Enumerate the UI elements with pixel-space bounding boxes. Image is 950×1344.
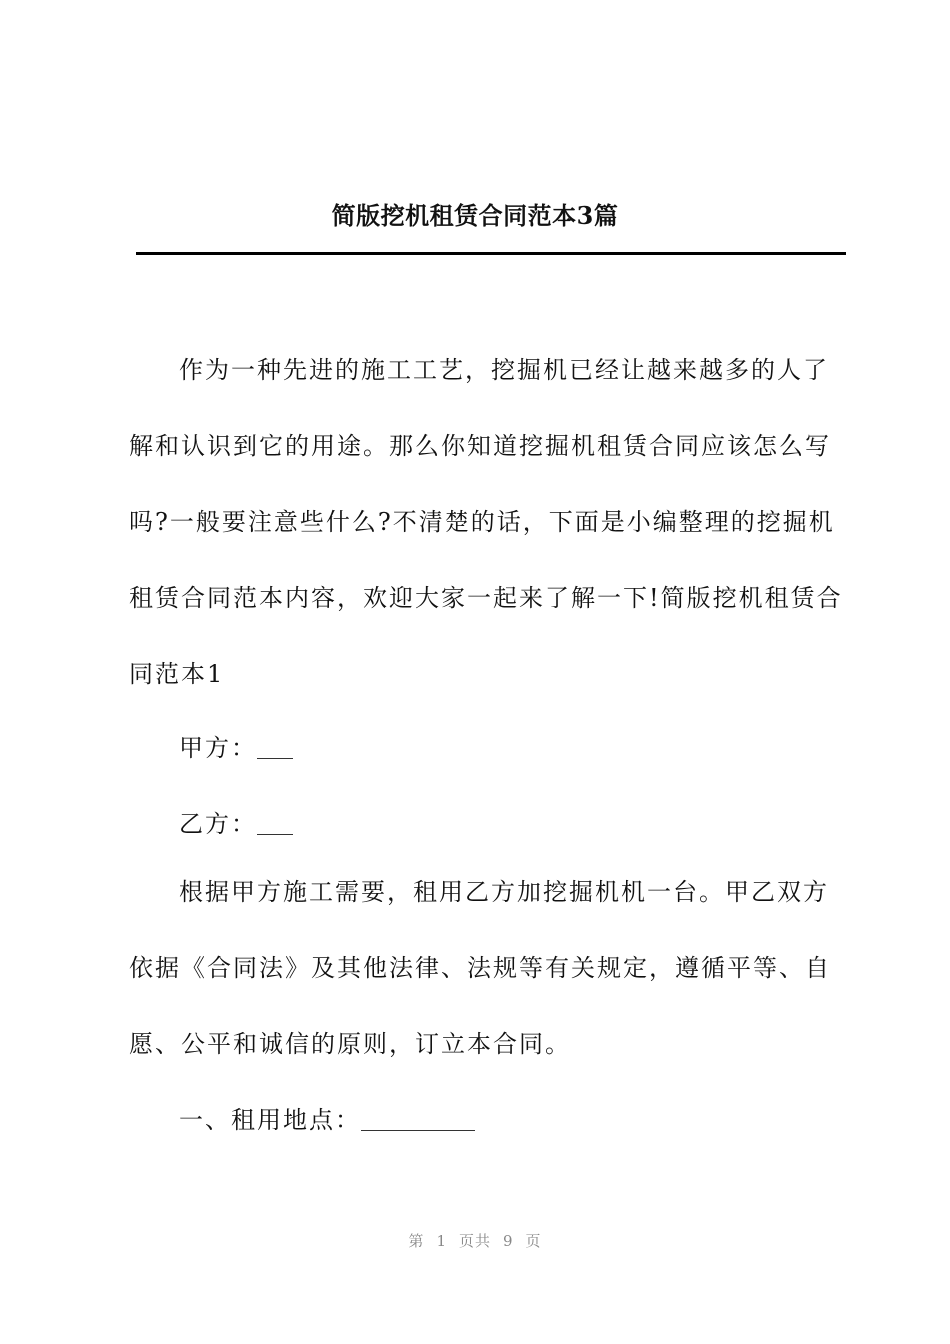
party-b-line: [179, 804, 293, 839]
party-b-label: 乙方：: [179, 810, 257, 838]
clause-1-line: [179, 1100, 475, 1135]
page-footer: [0, 1230, 950, 1251]
footer-page-end: 页: [525, 1232, 542, 1250]
title-divider: [136, 252, 846, 255]
basis-paragraph: [129, 854, 849, 1082]
party-a-label: 甲方：: [179, 734, 257, 762]
document-title: 简版挖机租赁合同范本3篇: [331, 201, 619, 230]
party-a-blank: [257, 734, 293, 759]
clause-1-blank: [361, 1106, 475, 1131]
footer-total-pages: 9: [503, 1232, 514, 1250]
basis-text: 根据甲方施工需要，租用乙方加挖掘机机一台。甲乙双方依据《合同法》及其他法律、法规等有关规定，遵循平等、自愿、公平和诚信的原则，订立本合同。: [129, 878, 831, 1058]
footer-page-number: 1: [436, 1232, 447, 1250]
party-a-line: [179, 728, 293, 763]
party-b-blank: [257, 810, 293, 835]
intro-text: 作为一种先进的施工工艺，挖掘机已经让越来越多的人了解和认识到它的用途。那么你知道挖掘机租赁合同应该怎么写吗?一般要注意些什么?不清楚的话，下面是小编整理的挖掘机租赁合同范本内容，欢迎大家一起来了解一下!简版挖机租赁合同范本1: [129, 356, 843, 688]
footer-page-word: 第: [408, 1232, 425, 1250]
clause-1-label: 一、租用地点：: [179, 1106, 361, 1134]
footer-page-mid: 页共: [458, 1232, 491, 1250]
intro-paragraph: [129, 332, 849, 712]
